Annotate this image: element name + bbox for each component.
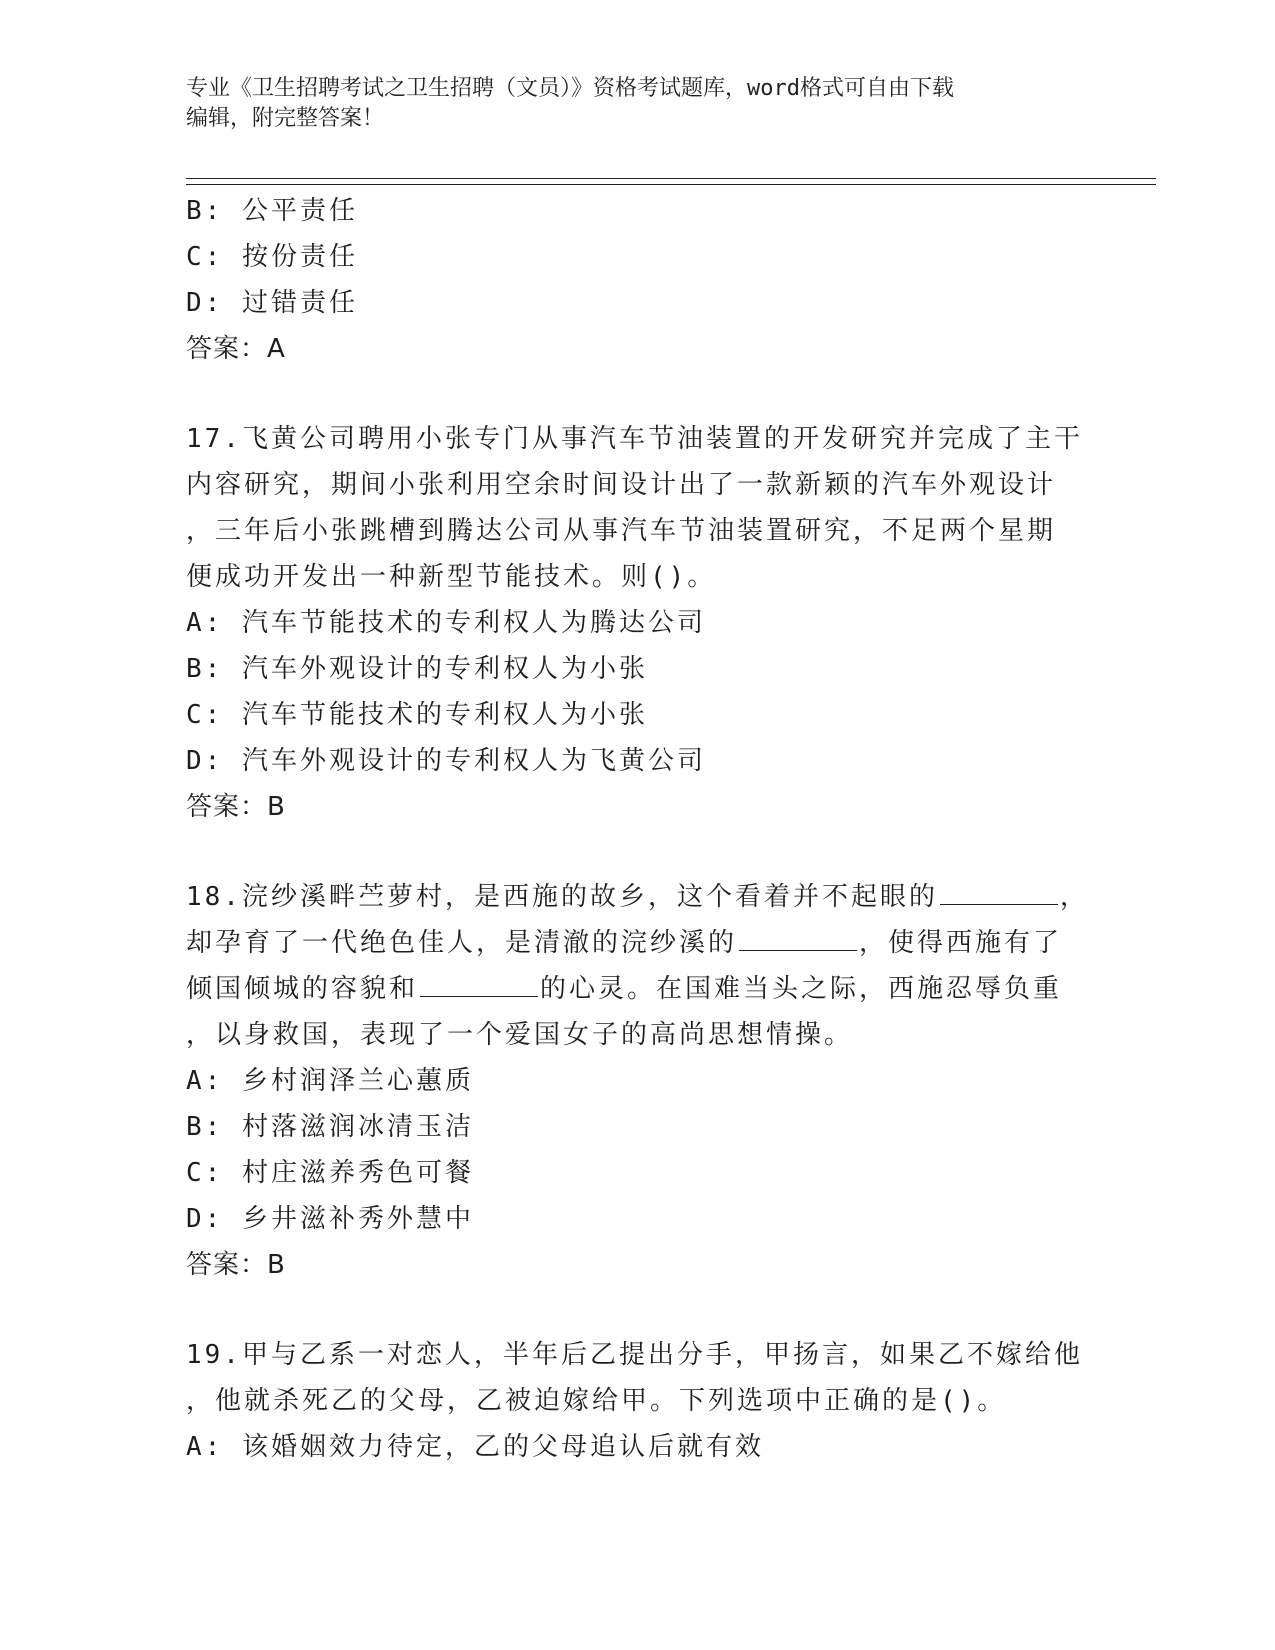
option-a: A: 汽车节能技术的专利权人为腾达公司 xyxy=(186,608,706,638)
fill-blank xyxy=(739,924,857,951)
answer: 答案：B xyxy=(186,792,286,822)
question-stem-line: 19.甲与乙系一对恋人，半年后乙提出分手，甲扬言，如果乙不嫁给他 xyxy=(186,1340,1083,1370)
question-19 xyxy=(186,1332,1086,1470)
question-stem-line: 便成功开发出一种新型节能技术。则()。 xyxy=(186,562,717,592)
option-a: A: 乡村润泽兰心蕙质 xyxy=(186,1066,474,1096)
question-18 xyxy=(186,874,1089,1288)
header-line-2: 编辑，附完整答案！ xyxy=(186,106,385,131)
option-b: B: 汽车外观设计的专利权人为小张 xyxy=(186,654,648,684)
question-stem-line: 内容研究，期间小张利用空余时间设计出了一款新颖的汽车外观设计 xyxy=(186,470,1057,500)
option-c: C: 汽车节能技术的专利权人为小张 xyxy=(186,700,648,730)
question-stem-line: ，三年后小张跳槽到腾达公司从事汽车节油装置研究，不足两个星期 xyxy=(186,516,1057,546)
question-stem-line: 18.浣纱溪畔苎萝村，是西施的故乡，这个看着并不起眼的 ， xyxy=(186,874,1086,920)
option-d: D: 汽车外观设计的专利权人为飞黄公司 xyxy=(186,746,706,776)
question-stem-line: 17.飞黄公司聘用小张专门从事汽车节油装置的开发研究并完成了主干 xyxy=(186,424,1083,454)
header-line-1: 专业《卫生招聘考试之卫生招聘（文员）》资格考试题库，word格式可自由下载 xyxy=(186,76,954,101)
document-body xyxy=(186,188,1089,1470)
option-b: B: 公平责任 xyxy=(186,196,358,226)
option-d: D: 乡井滋补秀外慧中 xyxy=(186,1204,474,1234)
question-17 xyxy=(186,416,1086,830)
question-stem-line: 却孕育了一代绝色佳人，是清澈的浣纱溪的 ，使得西施有了 xyxy=(186,920,1086,966)
fill-blank xyxy=(420,970,538,997)
option-b: B: 村落滋润冰清玉洁 xyxy=(186,1112,474,1142)
answer: 答案：A xyxy=(186,334,286,364)
option-a: A: 该婚姻效力待定，乙的父母追认后就有效 xyxy=(186,1432,764,1462)
fill-blank xyxy=(940,878,1058,905)
document-header xyxy=(186,74,1066,134)
option-c: C: 按份责任 xyxy=(186,242,358,272)
answer: 答案：B xyxy=(186,1250,286,1280)
question-16 xyxy=(186,188,1086,372)
option-c: C: 村庄滋养秀色可餐 xyxy=(186,1158,474,1188)
header-divider xyxy=(186,178,1156,185)
question-stem-line: ，以身救国，表现了一个爱国女子的高尚思想情操。 xyxy=(186,1020,854,1050)
question-stem-line: ，他就杀死乙的父母，乙被迫嫁给甲。下列选项中正确的是()。 xyxy=(186,1386,1007,1416)
question-stem-line: 倾国倾城的容貌和 的心灵。在国难当头之际，西施忍辱负重 xyxy=(186,966,1086,1012)
option-d: D: 过错责任 xyxy=(186,288,358,318)
